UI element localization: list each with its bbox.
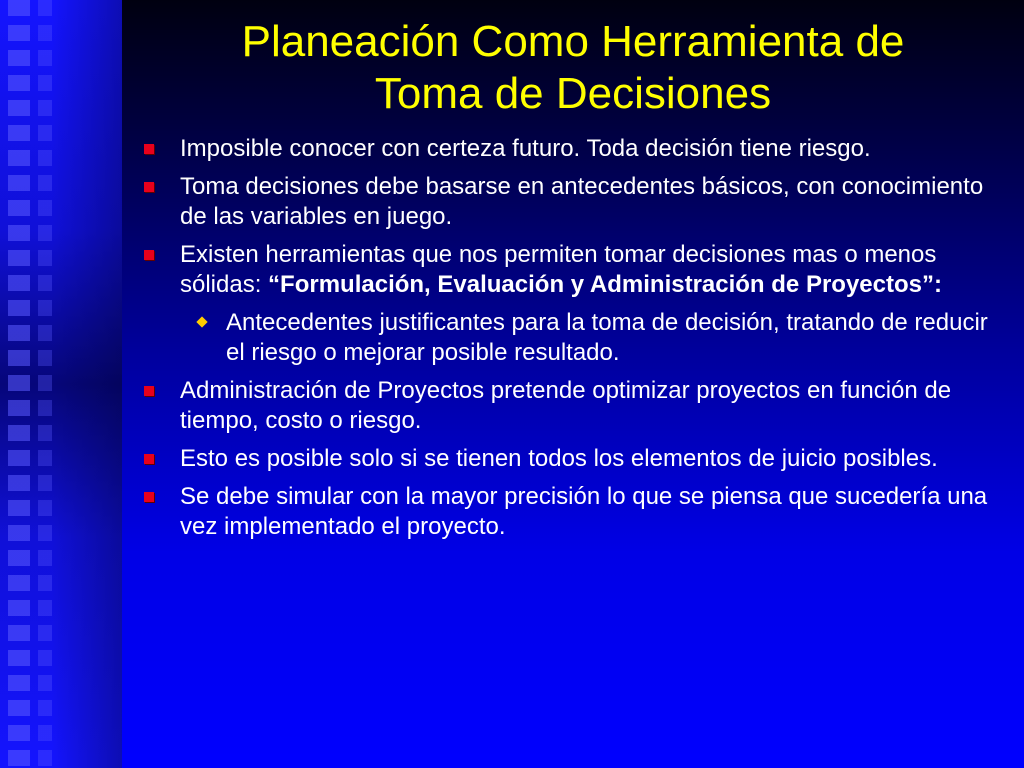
bullet-item — [140, 240, 1000, 300]
decorative-squares-secondary — [38, 0, 52, 768]
red-square-icon — [144, 182, 154, 192]
bullet-text: Toma decisiones debe basarse en antecedentes básicos, con conocimiento de las variables en juego. — [180, 173, 984, 230]
bullet-list — [140, 134, 1000, 550]
slide-title — [122, 16, 1024, 120]
sub-bullet-text: Antecedentes justificantes para la toma de decisión, tratando de reducir el riesgo o mejorar posible resultado. — [226, 309, 988, 366]
red-square-icon — [144, 492, 154, 502]
red-square-icon — [144, 386, 154, 396]
bullet-text: Esto es posible solo si se tienen todos los elementos de juicio posibles. — [180, 445, 938, 472]
bullet-item — [140, 482, 1000, 542]
title-line-1: Planeación Como Herramienta de — [241, 17, 905, 66]
bullet-text: Administración de Proyectos pretende optimizar proyectos en función de tiempo, costo o riesgo. — [180, 377, 952, 434]
title-line-2: Toma de Decisiones — [374, 69, 772, 118]
yellow-diamond-icon — [196, 316, 207, 327]
sub-bullet-item — [140, 308, 1000, 368]
bullet-text: Existen herramientas que nos permiten tomar decisiones mas o menos sólidas: — [180, 241, 937, 298]
bullet-item — [140, 444, 1000, 474]
bullet-item — [140, 134, 1000, 164]
decorative-squares — [8, 0, 30, 768]
bullet-text: Se debe simular con la mayor precisión lo que se piensa que sucedería una vez implementado el proyecto. — [180, 483, 988, 540]
decorative-left-strip — [0, 0, 122, 768]
bullet-text-bold: “Formulación, Evaluación y Administración de Proyectos”: — [268, 271, 942, 298]
red-square-icon — [144, 454, 154, 464]
bullet-text: Imposible conocer con certeza futuro. Toda decisión tiene riesgo. — [180, 135, 871, 162]
strip-shade — [52, 0, 122, 768]
bullet-item — [140, 172, 1000, 232]
red-square-icon — [144, 250, 154, 260]
bullet-item — [140, 376, 1000, 436]
red-square-icon — [144, 144, 154, 154]
